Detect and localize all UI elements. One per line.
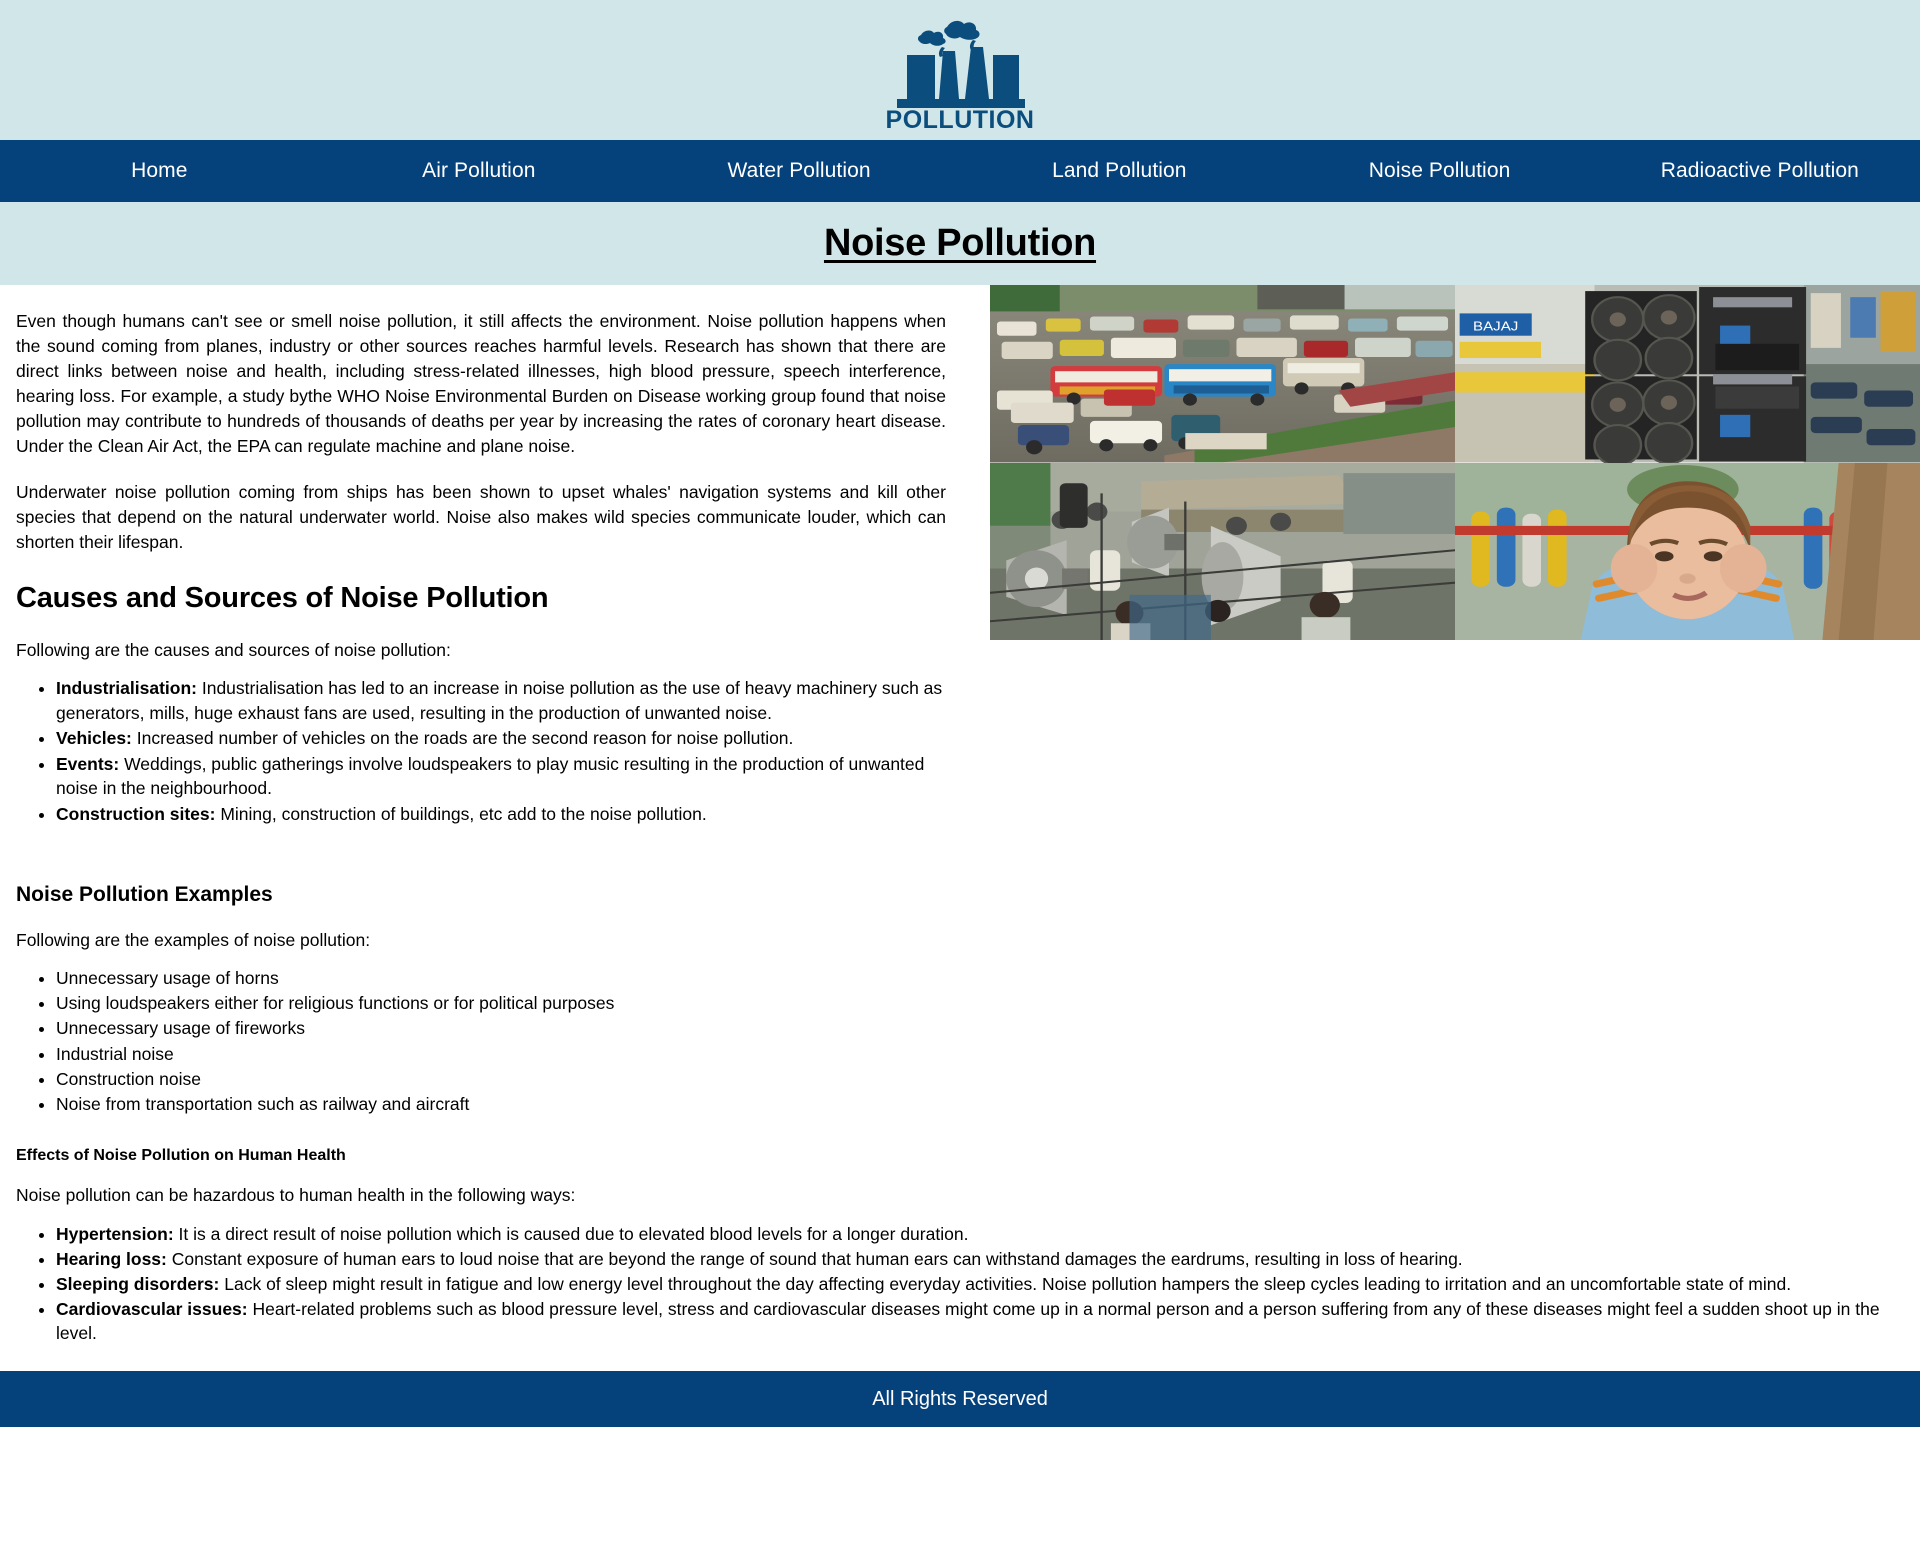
effects-term: Sleeping disorders:: [56, 1273, 220, 1294]
intro-column: [0, 285, 962, 826]
nav-item-home[interactable]: Home: [131, 159, 188, 183]
causes-term: Events:: [56, 753, 120, 774]
image-collage: [990, 285, 1920, 640]
site-logo[interactable]: [885, 7, 1035, 133]
list-item: • Unnecessary usage of fireworks: [56, 1016, 1904, 1040]
effects-heading: Effects of Noise Pollution on Human Health: [16, 1146, 346, 1164]
causes-term: Industrialisation:: [56, 678, 197, 699]
page-title: Noise Pollution: [823, 222, 1097, 264]
loudspeaker-stack-photo: [1455, 285, 1920, 463]
causes-term: Vehicles:: [56, 728, 132, 749]
list-item: • Noise from transportation such as railway and aircraft: [56, 1092, 1904, 1116]
list-item: • Construction noise: [56, 1067, 1904, 1091]
list-item: [56, 802, 946, 827]
site-footer: [0, 1371, 1920, 1427]
effects-term: Cardiovascular issues:: [56, 1299, 248, 1320]
list-item: [56, 1247, 1904, 1271]
causes-heading: Causes and Sources of Noise Pollution: [16, 582, 549, 615]
examples-list: [16, 966, 1904, 1116]
list-item: • Industrial noise: [56, 1042, 1904, 1066]
examples-heading: Noise Pollution Examples: [16, 883, 273, 907]
causes-list: [16, 676, 946, 826]
list-item: [56, 1222, 1904, 1246]
effects-term: Hypertension:: [56, 1223, 174, 1244]
effects-list: [16, 1222, 1904, 1346]
list-item: [56, 726, 946, 751]
nav-item-land-pollution[interactable]: Land Pollution: [1052, 159, 1187, 183]
nav-item-noise-pollution[interactable]: Noise Pollution: [1368, 159, 1511, 183]
effects-text: Heart-related problems such as blood pressure level, stress and cardiovascular diseases might come up in a normal person and a person suffering from any of these diseases might feel a sudden shoot up in the level.: [56, 1299, 1880, 1344]
examples-lead: Following are the examples of noise pollution:: [16, 929, 371, 950]
svg-text:BAJAJ: BAJAJ: [1473, 319, 1519, 335]
causes-term: Construction sites:: [56, 803, 216, 824]
causes-text: Increased number of vehicles on the roads are the second reason for noise pollution.: [131, 728, 794, 749]
causes-text: Industrialisation has led to an increase in noise pollution as the use of heavy machinery such as generators, mills, huge exhaust fans are used, resulting in the production of unwanted noise.: [56, 678, 943, 723]
causes-text: Mining, construction of buildings, etc add to the noise pollution.: [215, 803, 707, 824]
public-address-horns-photo: [990, 463, 1455, 641]
causes-lead: Following are the causes and sources of noise pollution:: [16, 639, 451, 660]
effects-text: It is a direct result of noise pollution which is caused due to elevated blood levels for a longer duration.: [173, 1223, 969, 1244]
causes-text: Weddings, public gatherings involve loudspeakers to play music resulting in the production of unwanted noise in the neighbourhood.: [56, 753, 925, 799]
effects-text: Constant exposure of human ears to loud noise that are beyond the range of sound that human ears can withstand damages the eardrums, resulting in loss of hearing.: [166, 1248, 1463, 1269]
child-covering-ears-photo: [1455, 463, 1920, 641]
intro-paragraph-1: Even though humans can't see or smell noise pollution, it still affects the environment. Noise pollution happens when the sound coming from planes, industry or other sources reaches harmful levels. Research has shown that there are direct links between noise and health, including stress-related illnesses, high blood pressure, speech interference, hearing loss. For example, a study bythe WHO Noise Environmental Burden on Disease working group found that noise pollution may contribute to hundreds of thousands of deaths per year by increasing the rates of coronary heart disease. Under the Clean Air Act, the EPA can regulate machine and plane noise.: [16, 311, 946, 457]
effects-lead: Noise pollution can be hazardous to human health in the following ways:: [16, 1185, 576, 1206]
main-navigation: [0, 140, 1920, 202]
list-item: [56, 1297, 1904, 1345]
list-item: [56, 752, 946, 801]
main-content: [0, 285, 1920, 1345]
nav-item-air-pollution[interactable]: Air Pollution: [422, 159, 536, 183]
nav-item-radioactive-pollution[interactable]: Radioactive Pollution: [1660, 159, 1859, 183]
lower-sections: [0, 882, 1920, 1345]
list-item: • Using loudspeakers either for religious functions or for political purposes: [56, 991, 1904, 1015]
list-item: [56, 676, 946, 725]
list-item: [56, 1272, 1904, 1296]
traffic-jam-photo: [990, 285, 1455, 463]
list-item: • Unnecessary usage of horns: [56, 966, 1904, 990]
effects-text: Lack of sleep might result in fatigue and low energy level throughout the day affecting everyday activities. Noise pollution hampers the sleep cycles leading to irritation and an uncomfortable state of mind.: [219, 1273, 1792, 1294]
intro-paragraph-2: Underwater noise pollution coming from ships has been shown to upset whales' navigation systems and kill other species that depend on the natural underwater world. Noise also makes wild species communicate louder, which can shorten their lifespan.: [16, 482, 946, 553]
effects-term: Hearing loss:: [56, 1248, 167, 1269]
footer-text: All Rights Reserved: [872, 1387, 1048, 1410]
site-header: [0, 0, 1920, 140]
nav-item-water-pollution[interactable]: Water Pollution: [727, 159, 871, 183]
page-title-band: [0, 202, 1920, 285]
svg-text:POLLUTION: POLLUTION: [885, 106, 1035, 133]
